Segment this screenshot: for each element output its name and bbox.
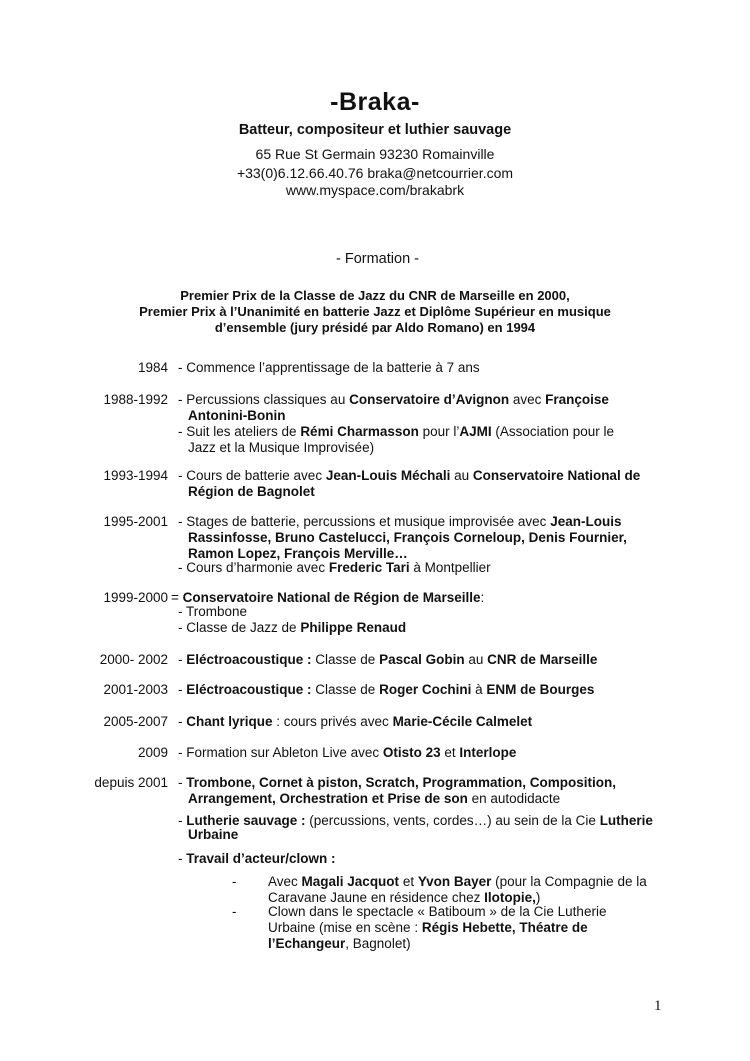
- entry-year: 2005-2007: [103, 714, 168, 729]
- entry-year: 2000- 2002: [99, 652, 168, 667]
- entry-year: 1993-1994: [103, 468, 168, 483]
- entry-line: Région de Bagnolet: [188, 484, 315, 499]
- bullet-dash: -: [232, 874, 237, 889]
- entry-line: = Conservatoire National de Région de Marseille:: [171, 590, 485, 605]
- section-title: - Formation -: [336, 251, 419, 267]
- cv-subtitle: Batteur, compositeur et luthier sauvage: [238, 122, 512, 138]
- address: 65 Rue St Germain 93230 Romainville: [255, 146, 495, 162]
- entry-line: Jazz et la Musique Improvisée): [188, 440, 375, 455]
- entry-line: Ramon Lopez, François Merville…: [188, 546, 408, 561]
- sub-line: l’Echangeur, Bagnolet): [268, 936, 411, 951]
- entry-line: Urbaine: [188, 827, 239, 842]
- entry-year: 1984: [137, 360, 168, 375]
- entry-year: 1995-2001: [103, 514, 168, 529]
- sub-line: Urbaine (mise en scène : Régis Hebette, Théatre de: [268, 920, 588, 935]
- entry-line: - Chant lyrique : cours privés avec Marie-Cécile Calmelet: [178, 714, 533, 729]
- entry-line: - Commence l’apprentissage de la batterie à 7 ans: [178, 360, 480, 375]
- sub-line: Avec Magali Jacquot et Yvon Bayer (pour la Compagnie de la: [268, 874, 647, 889]
- entry-line: - Eléctroacoustique : Classe de Pascal Gobin au CNR de Marseille: [178, 652, 598, 667]
- entry-line: - Stages de batterie, percussions et musique improvisée avec Jean-Louis: [178, 514, 622, 529]
- sub-line: Clown dans le spectacle « Batiboum » de la Cie Lutherie: [268, 904, 607, 919]
- bullet-dash: -: [232, 904, 237, 919]
- entry-year: 2001-2003: [103, 682, 168, 697]
- entry-line: - Trombone: [178, 604, 248, 619]
- entry-line: - Travail d’acteur/clown :: [178, 851, 336, 866]
- cv-name: -Braka-: [330, 88, 420, 116]
- website: www.myspace.com/brakabrk: [285, 182, 465, 198]
- entry-year: 2009: [137, 745, 168, 760]
- entry-line: - Cours d’harmonie avec Frederic Tari à Montpellier: [178, 560, 491, 575]
- page-number: 1: [654, 998, 662, 1014]
- entry-line: Rassinfosse, Bruno Castelucci, François Corneloup, Denis Fournier,: [188, 530, 627, 545]
- entry-year: 1999-2000: [103, 590, 168, 605]
- entry-line: - Lutherie sauvage : (percussions, vents, cordes…) au sein de la Cie Lutherie: [178, 813, 653, 828]
- phone-email: +33(0)6.12.66.40.76 braka@netcourrier.com: [236, 165, 514, 181]
- entry-line: - Formation sur Ableton Live avec Otisto 23 et Interlope: [178, 745, 517, 760]
- entry-line: Arrangement, Orchestration et Prise de son en autodidacte: [188, 791, 561, 806]
- entry-year: 1988-1992: [103, 392, 168, 407]
- sub-line: Caravane Jaune en résidence chez Ilotopie,): [268, 890, 541, 905]
- entry-line: - Percussions classiques au Conservatoire d’Avignon avec Françoise: [178, 392, 609, 407]
- entry-line: - Trombone, Cornet à piston, Scratch, Programmation, Composition,: [178, 775, 617, 790]
- entry-line: - Suit les ateliers de Rémi Charmasson pour l’AJMI (Association pour le: [178, 424, 614, 439]
- entry-line: - Cours de batterie avec Jean-Louis Méchali au Conservatoire National de: [178, 468, 641, 483]
- prize-line-1: Premier Prix de la Classe de Jazz du CNR de Marseille en 2000,: [180, 288, 570, 303]
- entry-line: Antonini-Bonin: [188, 408, 286, 423]
- prize-line-2: Premier Prix à l’Unanimité en batterie Jazz et Diplôme Supérieur en musique: [139, 304, 611, 319]
- entry-line: - Eléctroacoustique : Classe de Roger Cochini à ENM de Bourges: [178, 682, 595, 697]
- prize-line-3: d’ensemble (jury présidé par Aldo Romano) en 1994: [214, 320, 536, 335]
- entry-year: depuis 2001: [94, 775, 168, 790]
- entry-line: - Classe de Jazz de Philippe Renaud: [178, 620, 407, 635]
